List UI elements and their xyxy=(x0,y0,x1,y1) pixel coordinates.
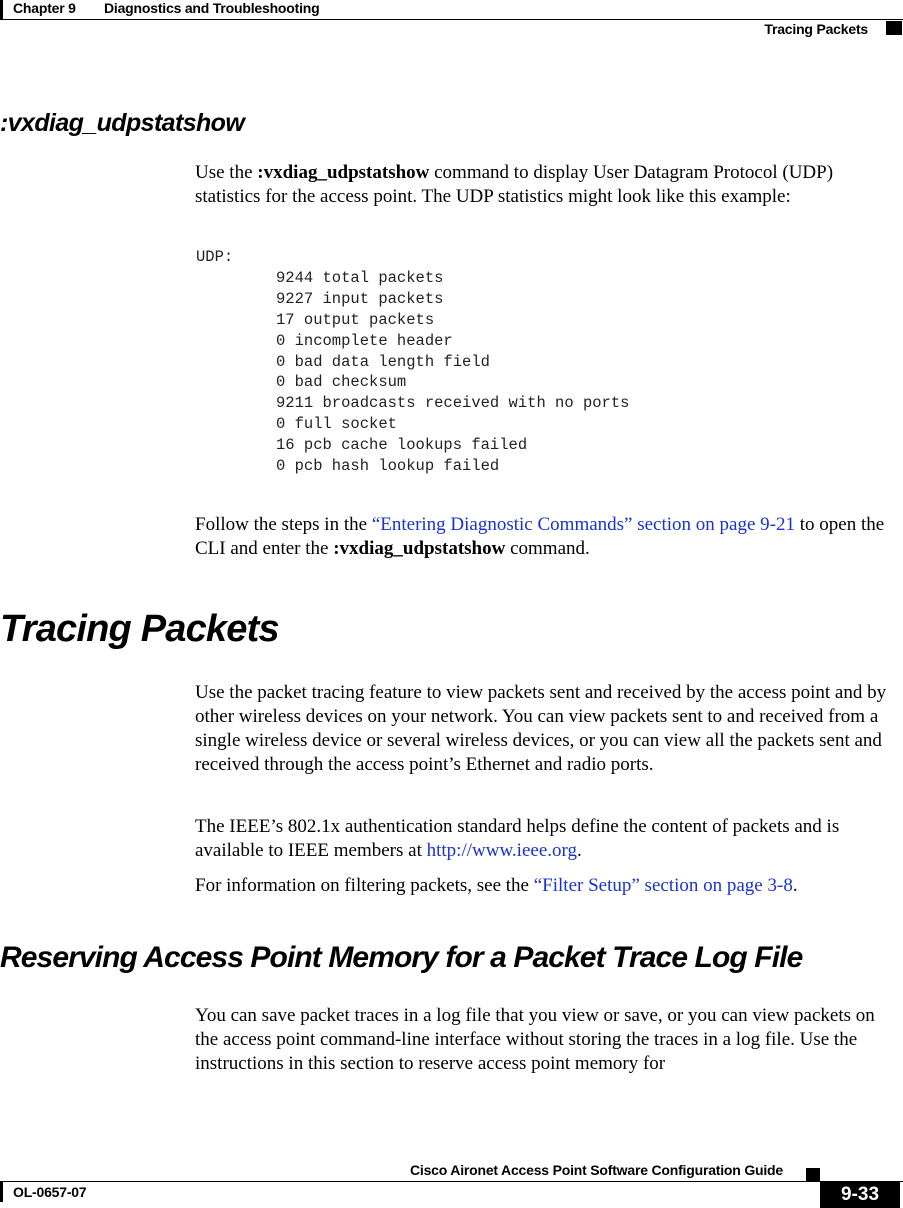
code-line: 9244 total packets xyxy=(276,268,444,287)
udp-follow-command: :vxdiag_udpstatshow xyxy=(333,538,506,559)
code-line: 16 pcb cache lookups failed xyxy=(276,436,528,455)
udp-intro-command: :vxdiag_udpstatshow xyxy=(257,162,430,183)
reserving-paragraph-1: You can save packet traces in a log file that you view or save, or you can view packets on the access point command-line interface without storing the traces in a log file. Use the instructions in this section to reserve access point memory for xyxy=(195,1005,875,1074)
entering-diagnostic-commands-link[interactable]: “Entering Diagnostic Commands” section on page 9-21 xyxy=(371,514,795,535)
filter-setup-link[interactable]: “Filter Setup” section on page 3-8 xyxy=(533,875,793,896)
code-line: 9227 input packets xyxy=(276,289,444,308)
tracing-paragraph-1: Use the packet tracing feature to view packets sent and received by the access point and by other wireless devices on your network. You can view packets sent to and received from a single wireless device or several wireless devices, or you can view all the packets sent and received through the access point’s Ethernet and radio ports. xyxy=(195,682,887,775)
tracing-p3-pre: For information on filtering packets, see the xyxy=(195,875,534,896)
page-number: 9-33 xyxy=(840,1184,880,1205)
footer-doc-number: OL-0657-07 xyxy=(13,1184,87,1200)
code-line: 17 output packets xyxy=(276,310,435,329)
code-line: 0 full socket xyxy=(276,415,397,434)
tracing-packets-heading: Tracing Packets xyxy=(0,608,279,650)
udp-section-heading: :vxdiag_udpstatshow xyxy=(0,109,245,137)
reserving-memory-heading: Reserving Access Point Memory for a Packet Trace Log File xyxy=(0,941,803,974)
header-rule xyxy=(0,19,903,20)
footer-left-marker xyxy=(0,1182,3,1202)
header-right-marker xyxy=(886,21,902,35)
udp-stats-code-block xyxy=(196,247,629,477)
udp-follow-pre: Follow the steps in the xyxy=(195,514,372,535)
code-label: UDP: xyxy=(196,248,234,266)
udp-intro-post: command to display User Datagram Protocol (UDP) statistics for the access point. The UDP statistics might look like this example: xyxy=(195,162,834,207)
tracing-paragraph-3 xyxy=(195,874,900,898)
footer-rule xyxy=(0,1181,903,1182)
udp-follow-mid: to open the CLI and enter the xyxy=(195,514,885,559)
tracing-p2-post: . xyxy=(577,840,582,861)
code-line: 9211 broadcasts received with no ports xyxy=(276,394,630,413)
header-left-marker xyxy=(0,0,3,20)
udp-intro-paragraph xyxy=(195,161,900,209)
page-number-badge xyxy=(820,1182,900,1208)
code-line: 0 pcb hash lookup failed xyxy=(276,457,500,476)
tracing-p3-post: . xyxy=(792,875,798,896)
ieee-link[interactable]: http://www.ieee.org xyxy=(426,840,577,861)
tracing-paragraph-2 xyxy=(195,815,900,863)
footer-right-marker xyxy=(806,1168,820,1182)
code-line: 0 bad data length field xyxy=(276,352,490,371)
tracing-p2-pre: The IEEE’s 802.1x authentication standard helps define the content of packets and is available to IEEE members at xyxy=(195,816,840,861)
udp-intro-pre: Use the xyxy=(195,162,258,183)
header-chapter-number: Chapter 9 xyxy=(13,0,76,16)
udp-follow-post: command. xyxy=(505,538,590,559)
udp-follow-paragraph xyxy=(195,513,900,561)
header-chapter-title: Diagnostics and Troubleshooting xyxy=(104,0,320,16)
code-line: 0 incomplete header xyxy=(276,331,453,350)
header-section-title: Tracing Packets xyxy=(764,21,868,37)
footer-guide-title: Cisco Aironet Access Point Software Configuration Guide xyxy=(409,1162,783,1178)
code-line: 0 bad checksum xyxy=(276,373,407,392)
